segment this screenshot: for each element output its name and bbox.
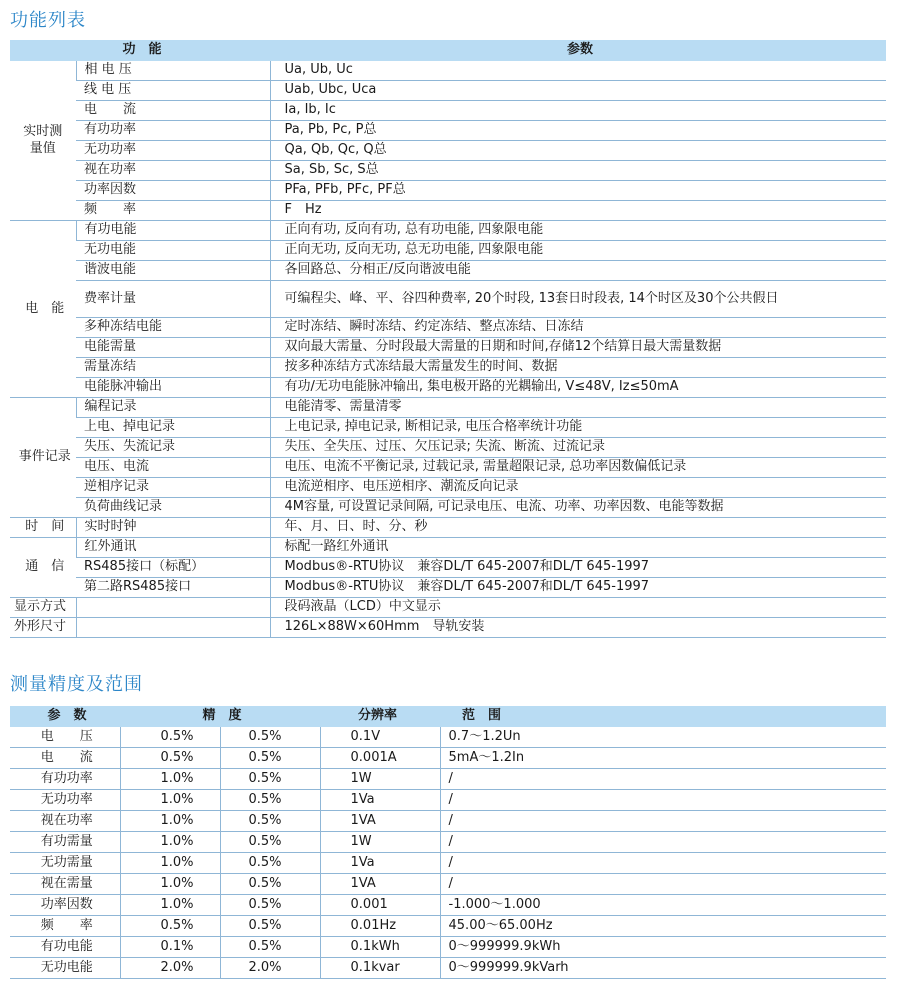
- function-row: [10, 141, 886, 161]
- function-parameter: 可编程尖、峰、平、谷四种费率, 20个时段, 13套日时段表, 14个时区及30个公共假日: [270, 281, 886, 318]
- function-parameter: Sa, Sb, Sc, S总: [270, 161, 886, 181]
- function-name: 电能需量: [76, 338, 270, 358]
- function-name: 无功功率: [76, 141, 270, 161]
- accuracy-value-2: 0.5%: [220, 895, 320, 916]
- range-value: 5mA～1.2In: [440, 748, 886, 769]
- function-parameter: Ua, Ub, Uc: [270, 61, 886, 81]
- parameter-name: 无功电能: [10, 958, 120, 979]
- accuracy-row: [10, 811, 886, 832]
- header-accuracy: 精 度: [120, 706, 320, 727]
- parameter-name: 有功电能: [10, 937, 120, 958]
- accuracy-value: 1.0%: [120, 874, 220, 895]
- range-value: /: [440, 853, 886, 874]
- accuracy-row: [10, 916, 886, 937]
- function-row: [10, 438, 886, 458]
- function-row: [10, 498, 886, 518]
- function-name: [76, 618, 270, 638]
- function-name: 需量冻结: [76, 358, 270, 378]
- function-row: [10, 598, 886, 618]
- function-parameter: 126L×88W×60Hmm 导轨安装: [270, 618, 886, 638]
- function-parameter: 4M容量, 可设置记录间隔, 可记录电压、电流、功率、功率因数、电能等数据: [270, 498, 886, 518]
- function-list-title: 功能列表: [10, 10, 86, 31]
- function-name: 电能脉冲输出: [76, 378, 270, 398]
- function-row: [10, 181, 886, 201]
- accuracy-table: [10, 706, 886, 979]
- function-parameter: 定时冻结、瞬时冻结、约定冻结、整点冻结、日冻结: [270, 318, 886, 338]
- function-row: [10, 121, 886, 141]
- resolution-value: 1Va: [320, 790, 440, 811]
- function-parameter: 标配一路红外通讯: [270, 538, 886, 558]
- function-name: 频 率: [76, 201, 270, 221]
- function-name: 失压、失流记录: [76, 438, 270, 458]
- category-cell: 通 信: [10, 538, 76, 598]
- function-row: [10, 558, 886, 578]
- function-name: 第二路RS485接口: [76, 578, 270, 598]
- accuracy-value-2: 0.5%: [220, 790, 320, 811]
- function-parameter: 有功/无功电能脉冲输出, 集电极开路的光耦输出, V≤48V, Iz≤50mA: [270, 378, 886, 398]
- category-cell: 显示方式: [10, 598, 76, 618]
- accuracy-row: [10, 937, 886, 958]
- accuracy-row: [10, 748, 886, 769]
- accuracy-value-2: 0.5%: [220, 832, 320, 853]
- function-row: [10, 338, 886, 358]
- function-parameter: Modbus®-RTU协议 兼容DL/T 645-2007和DL/T 645-1997: [270, 578, 886, 598]
- function-name: 实时时钟: [76, 518, 270, 538]
- function-name: 谐波电能: [76, 261, 270, 281]
- function-name: 红外通讯: [76, 538, 270, 558]
- function-parameter: 段码液晶（LCD）中文显示: [270, 598, 886, 618]
- function-name: 无功电能: [76, 241, 270, 261]
- function-parameter: Uab, Ubc, Uca: [270, 81, 886, 101]
- function-row: [10, 398, 886, 418]
- resolution-value: 1Va: [320, 853, 440, 874]
- header-range: 范 围: [440, 706, 886, 727]
- accuracy-value-2: 0.5%: [220, 916, 320, 937]
- function-parameter: 双向最大需量、分时段最大需量的日期和时间,存储12个结算日最大需量数据: [270, 338, 886, 358]
- accuracy-value-2: 0.5%: [220, 748, 320, 769]
- category-cell: 电 能: [10, 221, 76, 398]
- parameter-name: 频 率: [10, 916, 120, 937]
- function-row: [10, 221, 886, 241]
- function-parameter: PFa, PFb, PFc, PF总: [270, 181, 886, 201]
- resolution-value: 1W: [320, 832, 440, 853]
- function-parameter: 上电记录, 掉电记录, 断相记录, 电压合格率统计功能: [270, 418, 886, 438]
- accuracy-value: 1.0%: [120, 832, 220, 853]
- accuracy-value-2: 2.0%: [220, 958, 320, 979]
- header-function: 功 能: [10, 40, 270, 61]
- accuracy-value: 0.5%: [120, 727, 220, 748]
- resolution-value: 0.01Hz: [320, 916, 440, 937]
- function-name: 视在功率: [76, 161, 270, 181]
- accuracy-row: [10, 832, 886, 853]
- function-name: 线 电 压: [76, 81, 270, 101]
- function-parameter: Qa, Qb, Qc, Q总: [270, 141, 886, 161]
- function-name: RS485接口（标配）: [76, 558, 270, 578]
- function-row: [10, 161, 886, 181]
- function-row: [10, 261, 886, 281]
- category-cell: 时 间: [10, 518, 76, 538]
- resolution-value: 0.001: [320, 895, 440, 916]
- accuracy-value: 1.0%: [120, 790, 220, 811]
- function-parameter: 电能清零、需量清零: [270, 398, 886, 418]
- resolution-value: 1VA: [320, 811, 440, 832]
- accuracy-title: 测量精度及范围: [10, 674, 143, 695]
- accuracy-value-2: 0.5%: [220, 853, 320, 874]
- range-value: 0.7～1.2Un: [440, 727, 886, 748]
- accuracy-row: [10, 790, 886, 811]
- accuracy-value: 0.1%: [120, 937, 220, 958]
- category-cell: 外形尺寸: [10, 618, 76, 638]
- function-row: [10, 478, 886, 498]
- category-cell: 实时测量值: [10, 61, 76, 221]
- parameter-name: 电 流: [10, 748, 120, 769]
- function-name: 多种冻结电能: [76, 318, 270, 338]
- range-value: /: [440, 832, 886, 853]
- function-parameter: Pa, Pb, Pc, P总: [270, 121, 886, 141]
- parameter-name: 无功需量: [10, 853, 120, 874]
- function-list-header: [10, 40, 886, 61]
- function-list-table: [10, 40, 886, 638]
- parameter-name: 视在需量: [10, 874, 120, 895]
- function-parameter: 电压、电流不平衡记录, 过载记录, 需量超限记录, 总功率因数偏低记录: [270, 458, 886, 478]
- function-row: [10, 61, 886, 81]
- category-cell: 事件记录: [10, 398, 76, 518]
- function-parameter: 年、月、日、时、分、秒: [270, 518, 886, 538]
- resolution-value: 1W: [320, 769, 440, 790]
- accuracy-value: 1.0%: [120, 853, 220, 874]
- parameter-name: 电 压: [10, 727, 120, 748]
- function-name: 电压、电流: [76, 458, 270, 478]
- function-name: 费率计量: [76, 281, 270, 318]
- parameter-name: 有功功率: [10, 769, 120, 790]
- accuracy-value: 2.0%: [120, 958, 220, 979]
- function-parameter: 按多种冻结方式冻结最大需量发生的时间、数据: [270, 358, 886, 378]
- accuracy-value-2: 0.5%: [220, 769, 320, 790]
- accuracy-value-2: 0.5%: [220, 874, 320, 895]
- function-name: 相 电 压: [76, 61, 270, 81]
- function-parameter: F Hz: [270, 201, 886, 221]
- function-parameter: 正向有功, 反向有功, 总有功电能, 四象限电能: [270, 221, 886, 241]
- parameter-name: 无功功率: [10, 790, 120, 811]
- function-name: 有功功率: [76, 121, 270, 141]
- function-row: [10, 618, 886, 638]
- function-row: [10, 241, 886, 261]
- function-row: [10, 318, 886, 338]
- resolution-value: 1VA: [320, 874, 440, 895]
- function-parameter: Modbus®-RTU协议 兼容DL/T 645-2007和DL/T 645-1997: [270, 558, 886, 578]
- resolution-value: 0.001A: [320, 748, 440, 769]
- function-name: 上电、掉电记录: [76, 418, 270, 438]
- function-row: [10, 81, 886, 101]
- accuracy-value: 0.5%: [120, 916, 220, 937]
- accuracy-value-2: 0.5%: [220, 727, 320, 748]
- function-parameter: 失压、全失压、过压、欠压记录; 失流、断流、过流记录: [270, 438, 886, 458]
- range-value: /: [440, 790, 886, 811]
- accuracy-value: 1.0%: [120, 769, 220, 790]
- accuracy-value: 1.0%: [120, 811, 220, 832]
- resolution-value: 0.1V: [320, 727, 440, 748]
- range-value: 45.00～65.00Hz: [440, 916, 886, 937]
- function-name: 电 流: [76, 101, 270, 121]
- parameter-name: 视在功率: [10, 811, 120, 832]
- function-name: 有功电能: [76, 221, 270, 241]
- range-value: 0～999999.9kWh: [440, 937, 886, 958]
- function-name: 负荷曲线记录: [76, 498, 270, 518]
- function-row: [10, 281, 886, 318]
- function-row: [10, 518, 886, 538]
- function-name: 功率因数: [76, 181, 270, 201]
- accuracy-row: [10, 958, 886, 979]
- function-row: [10, 101, 886, 121]
- parameter-name: 功率因数: [10, 895, 120, 916]
- range-value: -1.000～1.000: [440, 895, 886, 916]
- resolution-value: 0.1kvar: [320, 958, 440, 979]
- function-row: [10, 538, 886, 558]
- accuracy-row: [10, 874, 886, 895]
- accuracy-row: [10, 769, 886, 790]
- accuracy-value: 0.5%: [120, 748, 220, 769]
- accuracy-value: 1.0%: [120, 895, 220, 916]
- function-row: [10, 358, 886, 378]
- resolution-value: 0.1kWh: [320, 937, 440, 958]
- accuracy-row: [10, 895, 886, 916]
- header-parameters: 参数: [270, 40, 886, 61]
- range-value: /: [440, 874, 886, 895]
- function-parameter: 正向无功, 反向无功, 总无功电能, 四象限电能: [270, 241, 886, 261]
- function-row: [10, 201, 886, 221]
- function-parameter: 各回路总、分相正/反向谐波电能: [270, 261, 886, 281]
- function-name: 逆相序记录: [76, 478, 270, 498]
- header-parameter: 参 数: [10, 706, 120, 727]
- accuracy-value-2: 0.5%: [220, 937, 320, 958]
- accuracy-row: [10, 727, 886, 748]
- function-parameter: 电流逆相序、电压逆相序、潮流反向记录: [270, 478, 886, 498]
- function-row: [10, 578, 886, 598]
- accuracy-row: [10, 853, 886, 874]
- range-value: /: [440, 811, 886, 832]
- accuracy-header: [10, 706, 886, 727]
- function-row: [10, 458, 886, 478]
- function-row: [10, 378, 886, 398]
- function-name: 编程记录: [76, 398, 270, 418]
- range-value: 0～999999.9kVarh: [440, 958, 886, 979]
- parameter-name: 有功需量: [10, 832, 120, 853]
- function-name: [76, 598, 270, 618]
- range-value: /: [440, 769, 886, 790]
- header-resolution: 分辨率: [320, 706, 440, 727]
- function-parameter: Ia, Ib, Ic: [270, 101, 886, 121]
- function-row: [10, 418, 886, 438]
- accuracy-value-2: 0.5%: [220, 811, 320, 832]
